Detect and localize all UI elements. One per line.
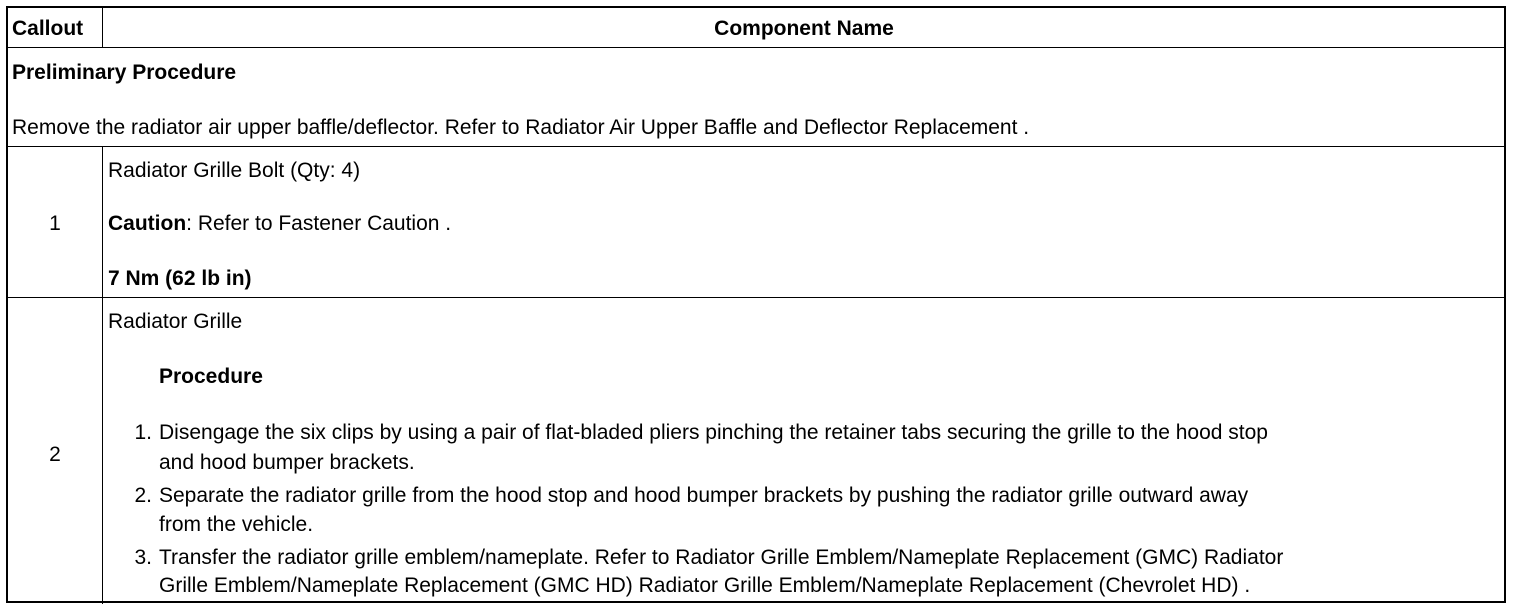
row1-torque: 7 Nm (62 lb in) xyxy=(108,267,252,290)
step-3-number: 3. xyxy=(134,546,152,569)
caution-label: Caution xyxy=(108,212,187,235)
callout-1: 1 xyxy=(49,212,61,235)
component-table xyxy=(6,6,1506,603)
callout-header: Callout xyxy=(12,17,84,40)
step-1-line-1: Disengage the six clips by using a pair of flat-bladed pliers pinching the retainer tabs securing the grille to the hood stop xyxy=(159,421,1268,444)
body-column-divider xyxy=(102,146,103,604)
header-column-divider xyxy=(102,8,103,48)
preliminary-text: Remove the radiator air upper baffle/deflector. Refer to Radiator Air Upper Baffle and Deflector Replacement . xyxy=(12,116,1030,139)
procedure-title: Procedure xyxy=(159,365,263,388)
step-1-line-2: and hood bumper brackets. xyxy=(159,451,415,474)
step-3-line-1: Transfer the radiator grille emblem/nameplate. Refer to Radiator Grille Emblem/Nameplate Replacement (GMC) Radiator xyxy=(159,546,1284,569)
row1-bottom-line xyxy=(8,297,1504,298)
step-1-number: 1. xyxy=(134,421,152,444)
step-3-line-2: Grille Emblem/Nameplate Replacement (GMC HD) Radiator Grille Emblem/Nameplate Replacement (Chevrolet HD) . xyxy=(159,574,1251,597)
step-2-line-1: Separate the radiator grille from the hood stop and hood bumper brackets by pushing the radiator grille outward away xyxy=(159,484,1249,507)
preliminary-bottom-line xyxy=(8,146,1504,147)
caution-text: : Refer to Fastener Caution . xyxy=(186,212,452,235)
row2-component-name: Radiator Grille xyxy=(108,310,243,333)
callout-2: 2 xyxy=(49,443,61,466)
header-bottom-line xyxy=(8,47,1504,48)
row1-caution xyxy=(108,211,451,236)
preliminary-title: Preliminary Procedure xyxy=(12,61,237,84)
step-2-line-2: from the vehicle. xyxy=(159,513,314,536)
row1-component-name: Radiator Grille Bolt (Qty: 4) xyxy=(108,159,361,182)
component-name-header: Component Name xyxy=(714,17,894,40)
step-2-number: 2. xyxy=(134,484,152,507)
